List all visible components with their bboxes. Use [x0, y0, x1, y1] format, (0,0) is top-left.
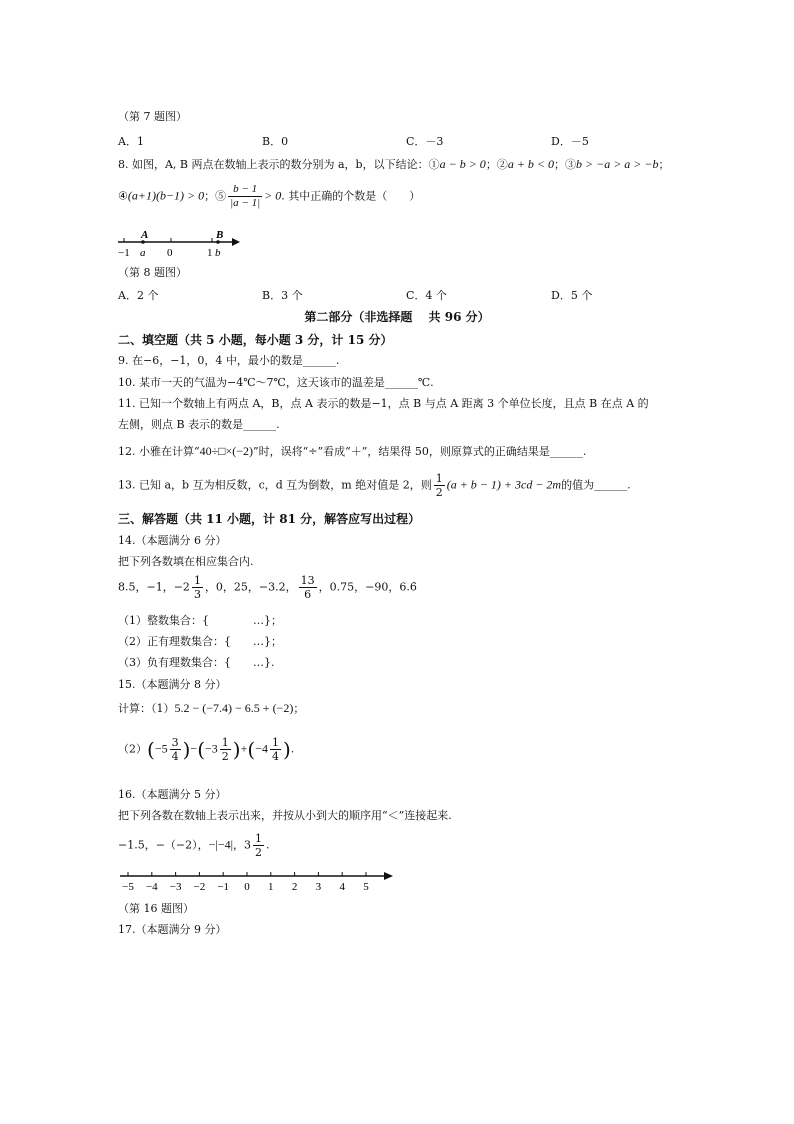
q14-item-2: （2）正有理数集合：{ …}；	[118, 635, 282, 648]
q15-part2: （2）(−5 $\frac{3}{4}$ )−(−3 $\frac{1}{2}$ )+(−4 $\frac{1}{4}$ ).	[118, 736, 295, 763]
q12: 12. 小雅在计算“40÷□×(−2)”时，误将“÷”看成“＋”，结果得 50，则原算式的正确结果是______.	[118, 444, 587, 458]
q8-axis-label: −1	[118, 247, 130, 259]
q7-option-c: C．－3	[406, 135, 444, 148]
q16-number-line	[116, 866, 396, 894]
q7-caption: （第 7 题图）	[118, 110, 187, 123]
q7-option-a: A．1	[118, 135, 144, 148]
q16-axis-label: 2	[291, 881, 298, 893]
q8-option-d: D．5 个	[551, 289, 593, 302]
q16-axis-label: −4	[145, 881, 158, 893]
q16-caption: （第 16 题图）	[118, 902, 194, 915]
q16-axis-label: 3	[315, 881, 322, 893]
q16-axis-label: −3	[169, 881, 182, 893]
q8-option-a: A．2 个	[118, 289, 159, 302]
q8-label-B: B	[216, 230, 224, 241]
q8-axis-label: a	[140, 247, 146, 259]
q16-axis-label: 4	[339, 881, 345, 893]
q14-numbers: 8.5，−1，−2 $\frac{1}{3}$ ，0，25，−3.2， $\frac{13}{6}$ ，0.75，−90，6.6̇	[118, 574, 417, 601]
q16-intro: 把下列各数在数轴上表示出来，并按从小到大的顺序用“＜”连接起来.	[118, 809, 452, 822]
q10: 10. 某市一天的气温为−4℃～7℃，这天该市的温差是______℃.	[118, 376, 434, 389]
q16-axis-label: −5	[122, 881, 134, 893]
part2-title: 第二部分（非选择题 共 96 分）	[304, 310, 490, 324]
q14-intro: 把下列各数填在相应集合内.	[118, 555, 254, 568]
section2-title: 二、填空题（共 5 小题，每小题 3 分，计 15 分）	[118, 333, 393, 347]
q8-option-c: C．4 个	[406, 289, 447, 302]
section3-title: 三、解答题（共 11 小题，计 81 分，解答应写出过程）	[118, 512, 421, 526]
q14-item-1: （1）整数集合：{ …}；	[118, 614, 282, 627]
q7-option-b: B．0	[262, 135, 289, 148]
q16-axis-label: −1	[217, 881, 230, 893]
q8-axis-label: 0	[167, 247, 173, 259]
q8-axis-label: b	[215, 247, 221, 259]
q16-axis-label: −2	[193, 881, 206, 893]
q16-numbers: −1.5，−（−2），−|−4|，3 $\frac{1}{2}$ .	[118, 832, 270, 859]
q8-caption: （第 8 题图）	[118, 266, 187, 279]
q17-head: 17.（本题满分 9 分）	[118, 923, 227, 936]
q7-option-d: D．－5	[551, 135, 589, 148]
q13: 13. 已知 a，b 互为相反数，c，d 互为倒数，m 绝对值是 2，则 $\frac{1}{2}$ (a + b − 1) + 3cd − 2m的值为______.	[118, 472, 631, 499]
q11-line2: 左侧，则点 B 表示的数是______.	[118, 418, 280, 431]
q8-number-line	[114, 230, 244, 260]
q16-head: 16.（本题满分 5 分）	[118, 788, 227, 801]
q16-axis-arrow	[384, 872, 393, 880]
q8-option-b: B．3 个	[262, 289, 303, 302]
q8-label-A: A	[141, 230, 149, 241]
q16-axis-label: 0	[244, 881, 250, 893]
q16-axis-label: 5	[363, 881, 369, 893]
q8-stem-line2: ④(a+1)(b−1) > 0；⑤ $\frac{b - 1}{|a - 1|}$ > 0. 其中正确的个数是（ ）	[118, 183, 421, 209]
q15-part1: 计算：（1）5.2 − (−7.4) − 6.5 + (−2)；	[118, 701, 305, 715]
q8-axis-label: 1	[207, 247, 213, 259]
q8-axis-arrow	[232, 238, 240, 246]
q16-axis-label: 1	[268, 881, 274, 893]
q15-head: 15.（本题满分 8 分）	[118, 678, 227, 691]
q8-stem-line1: 8. 如图，A, B 两点在数轴上表示的数分别为 a，b，以下结论：①a − b > 0；②a + b < 0；③b > −a > a > −b；	[118, 157, 670, 171]
q14-head: 14.（本题满分 6 分）	[118, 534, 227, 547]
q11-line1: 11. 已知一个数轴上有两点 A，B，点 A 表示的数是−1，点 B 与点 A 距离 3 个单位长度，且点 B 在点 A 的	[118, 397, 649, 410]
q9: 9. 在−6，−1，0，4 中，最小的数是______.	[118, 354, 340, 367]
q14-item-3: （3）负有理数集合：{ …}.	[118, 656, 275, 669]
